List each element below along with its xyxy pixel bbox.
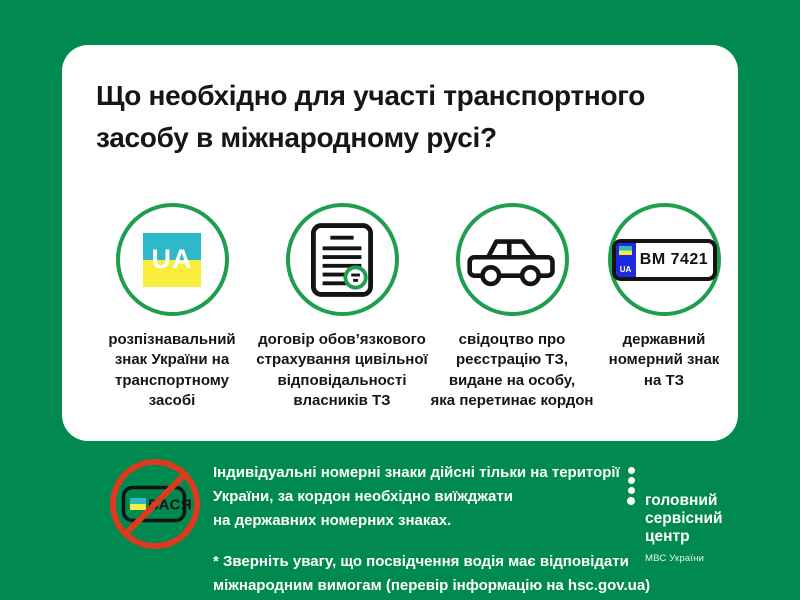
plate-number: ВМ 7421 <box>639 250 709 268</box>
prohibited-custom-plate-icon <box>106 456 204 554</box>
ua-mini-flag-icon <box>619 246 632 255</box>
footer-warning: * Зверніть увагу, що посвідчення водія має відповідати міжнародним вимогам (перевір інформацію на hsc.gov.ua) <box>213 553 651 594</box>
service-center-logo <box>627 467 747 567</box>
item-insurance-contract <box>247 203 437 412</box>
plate-country-code: UA <box>619 264 632 274</box>
insurance-document-icon <box>310 222 374 298</box>
item-caption: договір обов’язкового страхування цивільної відповідальності власників ТЗ <box>256 331 428 410</box>
car-icon <box>466 231 558 289</box>
circle-frame <box>116 203 229 316</box>
logo-text: головний сервісний центр МВС України <box>645 492 723 568</box>
item-caption: розпізнавальний знак України на транспортному засобі <box>108 331 236 410</box>
page-title <box>96 75 645 159</box>
logo-dots-icon <box>627 467 635 505</box>
circle-frame <box>456 203 569 316</box>
circle-frame <box>286 203 399 316</box>
ua-flag-sticker-icon <box>143 233 201 287</box>
banned-plate-text: ВАСЯ <box>148 496 193 514</box>
ua-flag-label: UA <box>151 244 193 274</box>
plate-euroband <box>616 243 636 277</box>
footer-note: Індивідуальні номерні знаки дійсні тільки на території України, за кордон необхідно виїжджати на державних номерних знаках. <box>213 464 620 529</box>
license-plate-icon <box>612 239 717 281</box>
logo-subtitle: МВС України <box>645 553 705 564</box>
circle-frame <box>608 203 721 316</box>
title-line: засобу в міжнародному русі? <box>96 122 497 153</box>
item-ua-sticker <box>97 203 247 412</box>
item-caption: державний номерний знак на ТЗ <box>608 331 720 389</box>
item-caption: свідоцтво про реєстрацію ТЗ, видане на особу, яка перетинає кордон <box>430 331 594 410</box>
requirements-card <box>62 45 738 441</box>
item-state-plate <box>589 203 739 391</box>
item-registration-certificate <box>419 203 605 412</box>
title-line: Що необхідно для участі транспортного <box>96 80 646 111</box>
